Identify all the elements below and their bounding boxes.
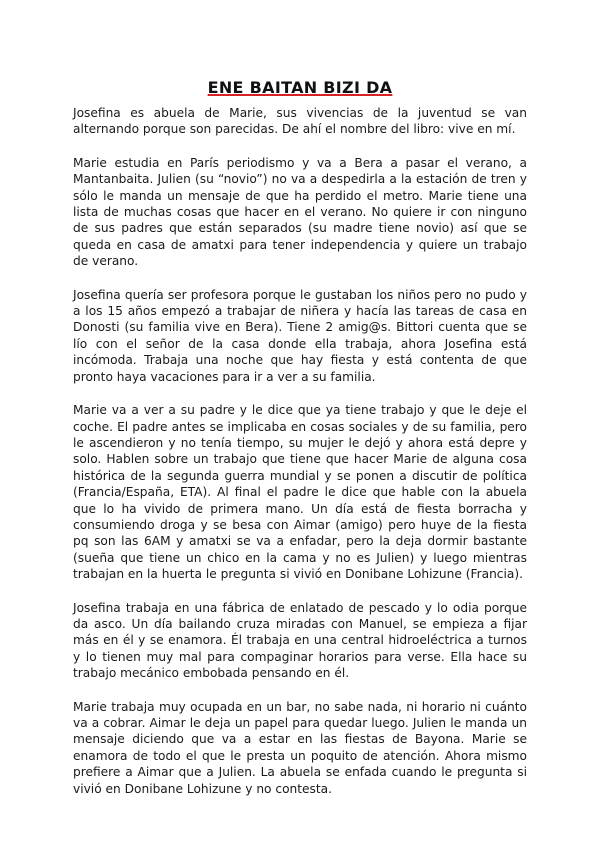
paragraph-josefina-work: Josefina quería ser profesora porque le gustaban los niños pero no pudo y a los 15 años empezó a trabajar de niñera y hacía las tareas de casa en Donosti (su familia vive en Bera). Tiene 2 amig@s. Bittori cuenta que se lío con el señor de la casa donde ella trabaja, ahora Josefina está incómoda. Trabaja una noche que hay fiesta y está contenta de que pronto haya vacaciones para ir a ver a su familia. (73, 287, 527, 384)
paragraph-marie-bar: Marie trabaja muy ocupada en un bar, no sabe nada, ni horario ni cuánto va a cobrar. Aimar le deja un papel para quedar luego. Julien le manda un mensaje diciendo que va a estar en las fiestas de Bayona. Marie se enamora de todo el que le presta un poquito de atención. Ahora mismo prefiere a Aimar que a Julien. La abuela se enfada cuando le pregunta si vivió en Donibane Lohizune y no contesta. (73, 699, 527, 796)
paragraph-josefina-factory: Josefina trabaja en una fábrica de enlatado de pescado y lo odia porque da asco. Un día bailando cruza miradas con Manuel, se empieza a fijar más en él y se enamora. Él trabaja en una central hidroeléctrica a turnos y lo tienen muy mal para compaginar horarios para verse. Ella hace su trabajo mecánico embobada pensando en él. (73, 600, 527, 681)
document-title: ENE BAITAN BIZI DA (207, 78, 393, 97)
paragraph-marie-father: Marie va a ver a su padre y le dice que ya tiene trabajo y que le deje el coche. El padre antes se implicaba en cosas sociales y de su familia, pero le ascendieron y no tenía tiempo, su mujer le dejó y ahora está depre y solo. Hablen sobre un trabajo que tiene que hacer Marie de alguna cosa histórica de la segunda guerra mundial y se ponen a discutir de política (Francia/España, ETA). Al final el padre le dice que hable con la abuela que lo ha vivido de primera mano. Un día está de fiesta borracha y consumiendo droga y se besa con Aimar (amigo) pero huye de la fiesta pq son las 6AM y amatxi se va a enfadar, pero la deja dormir bastante (sueña que tiene un chico en la cama y no es Julien) y luego mientras trabajan en la huerta le pregunta si vivió en Donibane Lohizune (Francia). (73, 403, 527, 582)
paragraph-intro: Josefina es abuela de Marie, sus vivencias de la juventud se van alternando porque son parecidas. De ahí el nombre del libro: vive en mí. (73, 106, 527, 137)
paragraph-marie-summer: Marie estudia en París periodismo y va a Bera a pasar el verano, a Mantanbaita. Julien (su “novio”) no va a despedirla a la estación de tren y sólo le manda un mensaje de que ha perdido el metro. Marie tiene una lista de muchas cosas que hacer en el verano. No quiere ir con ninguno de sus padres que están separados (su madre tiene novio) así que se queda en casa de amatxi para tener independencia y quiere un trabajo de verano. (73, 155, 527, 269)
